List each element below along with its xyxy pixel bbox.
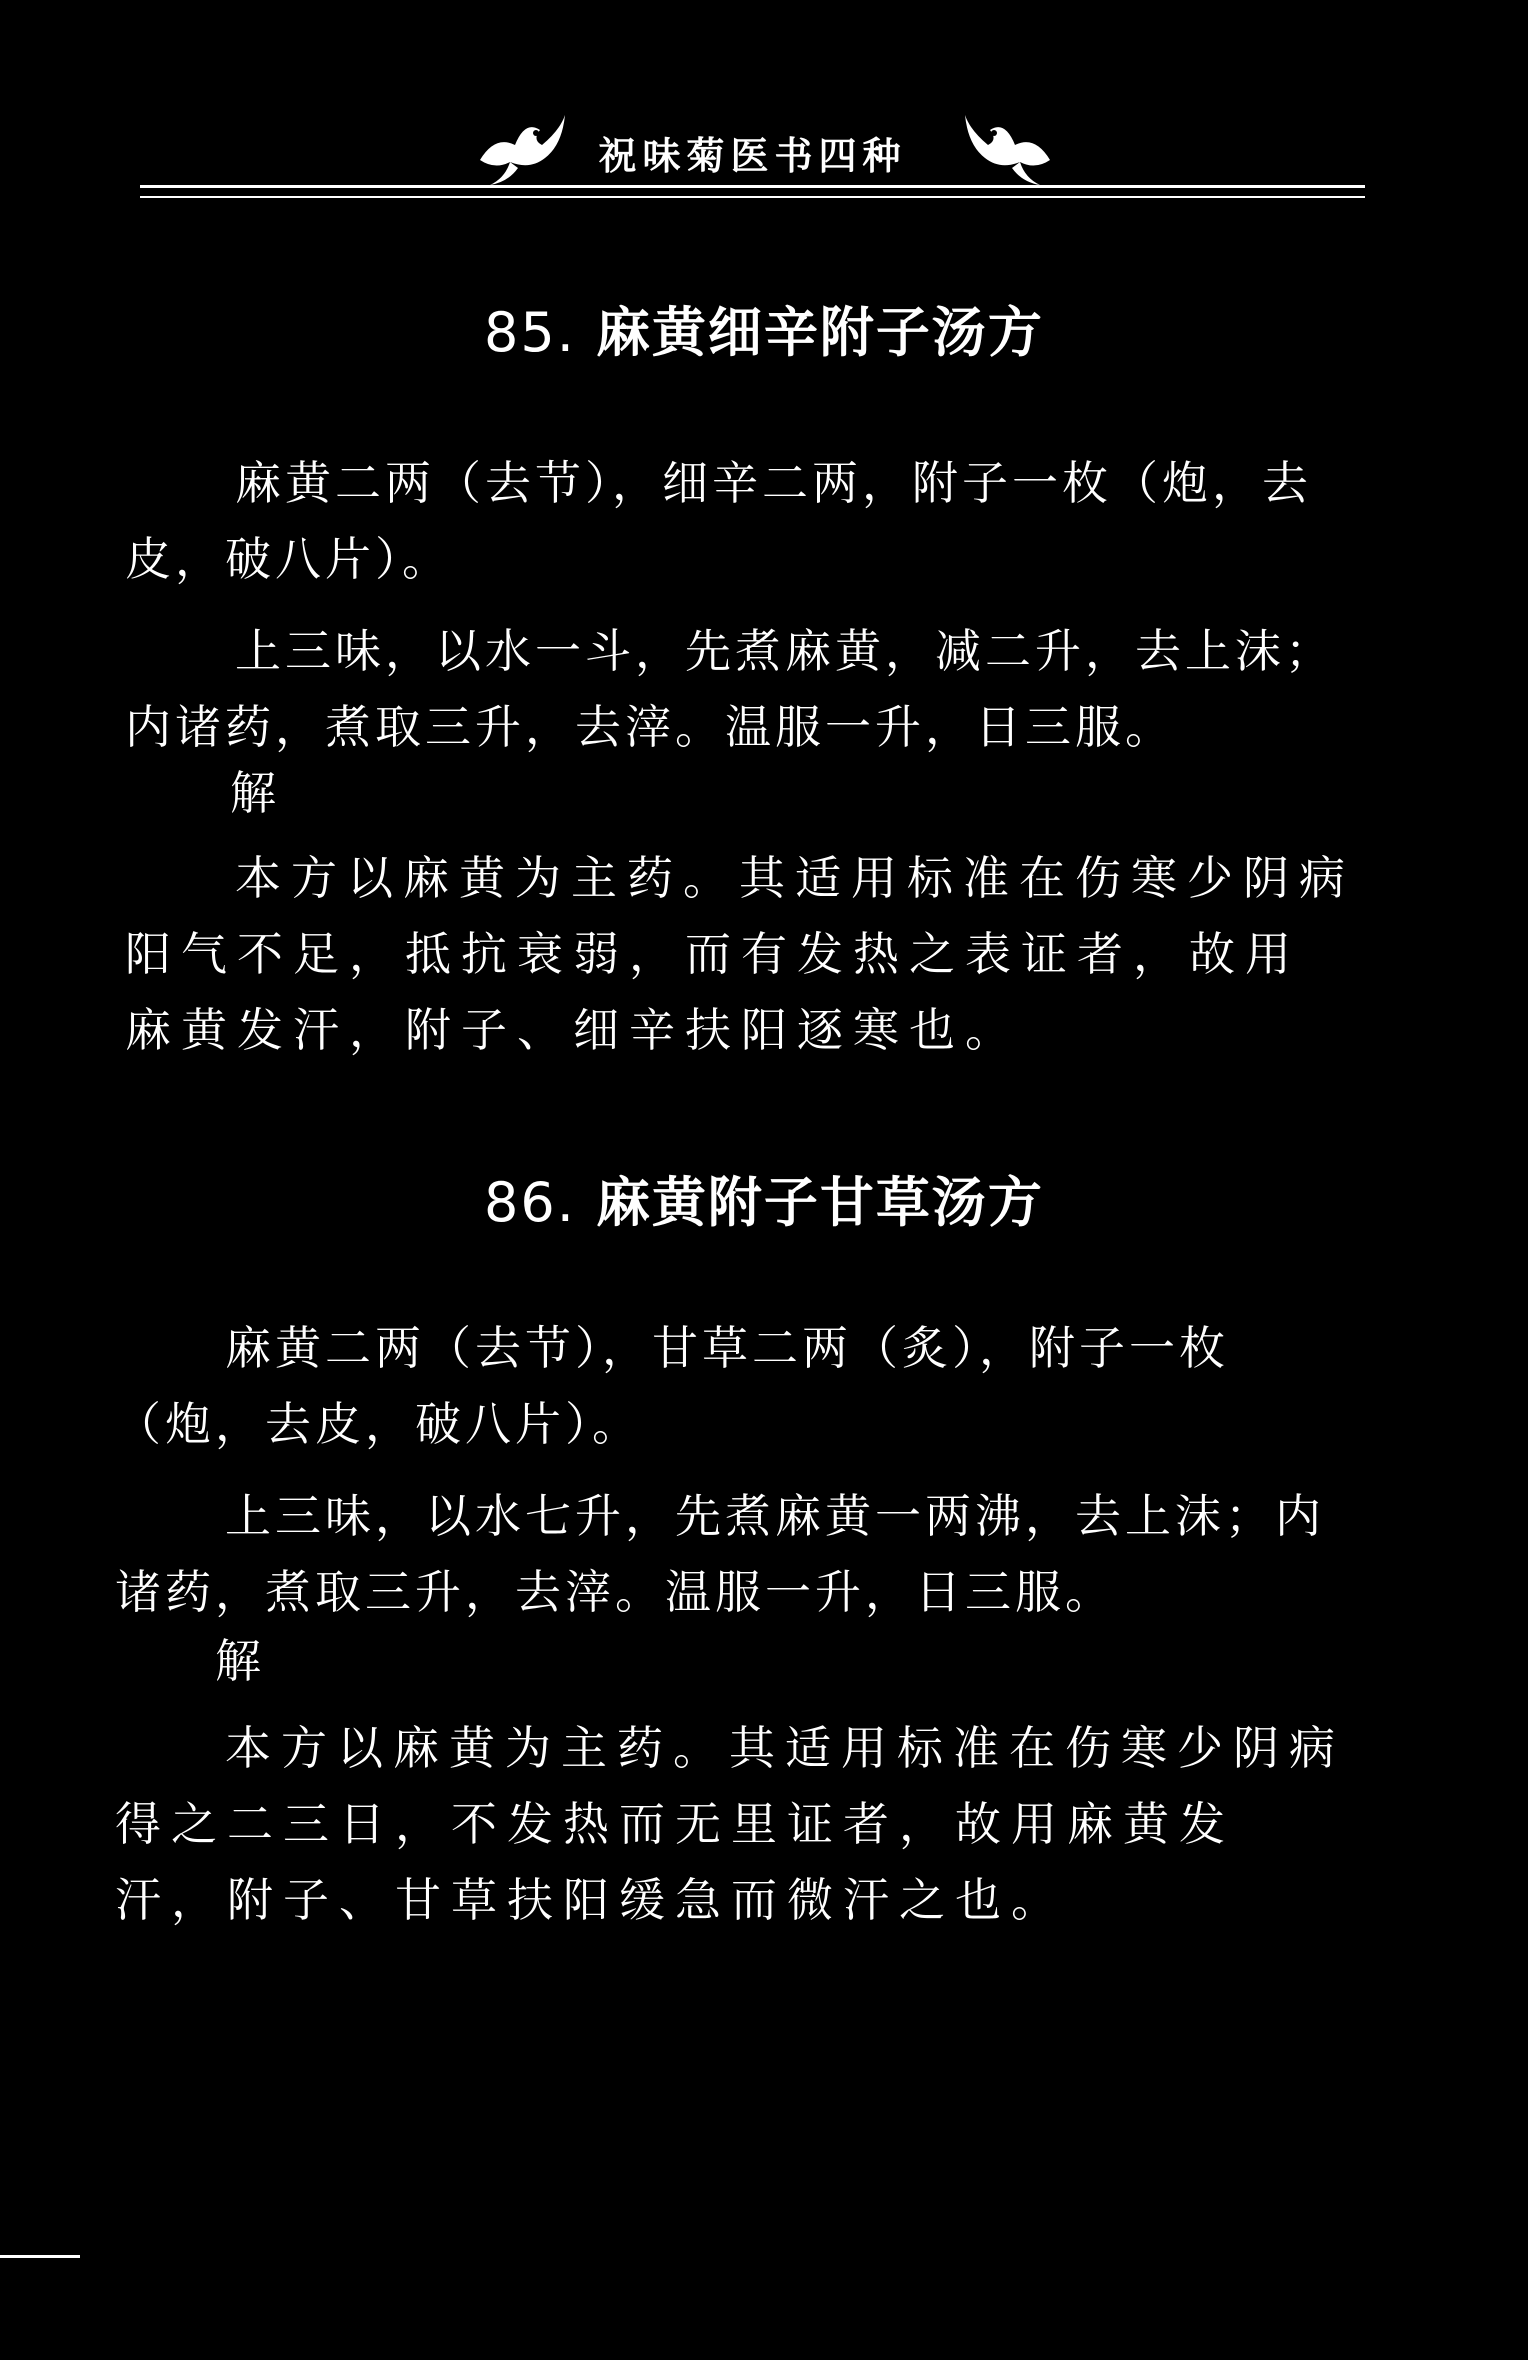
page-edge-mark [0, 2255, 80, 2258]
section-number: 85. [484, 301, 576, 364]
phoenix-ornament-icon [960, 100, 1060, 190]
ingredients-paragraph: 麻黄二两（去节），细辛二两，附子一枚（炮，去皮，破八片）。 [125, 456, 1312, 586]
section-number: 86. [484, 1171, 576, 1234]
method-paragraph: 上三味，以水七升，先煮麻黄一两沸，去上沫；内诸药，煮取三升，去滓。温服一升，日三服。 [115, 1489, 1325, 1619]
running-header [140, 95, 1365, 205]
jie-label: 解 [230, 766, 280, 820]
explanation-paragraph: 本方以麻黄为主药。其适用标准在伤寒少阴病得之二三日，不发热而无里证者，故用麻黄发汗，附子、甘草扶阳缓急而微汗之也。 [115, 1721, 1345, 1927]
jie-label: 解 [215, 1634, 265, 1688]
header-title: 祝味菊医书四种 [598, 134, 907, 178]
header-rule [140, 185, 1365, 188]
method-paragraph: 上三味，以水一斗，先煮麻黄，减二升，去上沫；内诸药，煮取三升，去滓。温服一升，日三服。 [125, 624, 1335, 754]
header-rule [140, 196, 1365, 198]
section-heading: 麻黄细辛附子汤方 [595, 301, 1044, 364]
section-heading: 麻黄附子甘草汤方 [595, 1171, 1044, 1234]
explanation-paragraph: 本方以麻黄为主药。其适用标准在伤寒少阴病阳气不足，抵抗衰弱，而有发热之表证者，故用麻黄发汗，附子、细辛扶阳逐寒也。 [125, 851, 1355, 1057]
section-title-86 [0, 1160, 1528, 1237]
ingredients-paragraph: 麻黄二两（去节），甘草二两（炙），附子一枚（炮，去皮，破八片）。 [115, 1321, 1229, 1451]
section-title-85 [0, 290, 1528, 367]
